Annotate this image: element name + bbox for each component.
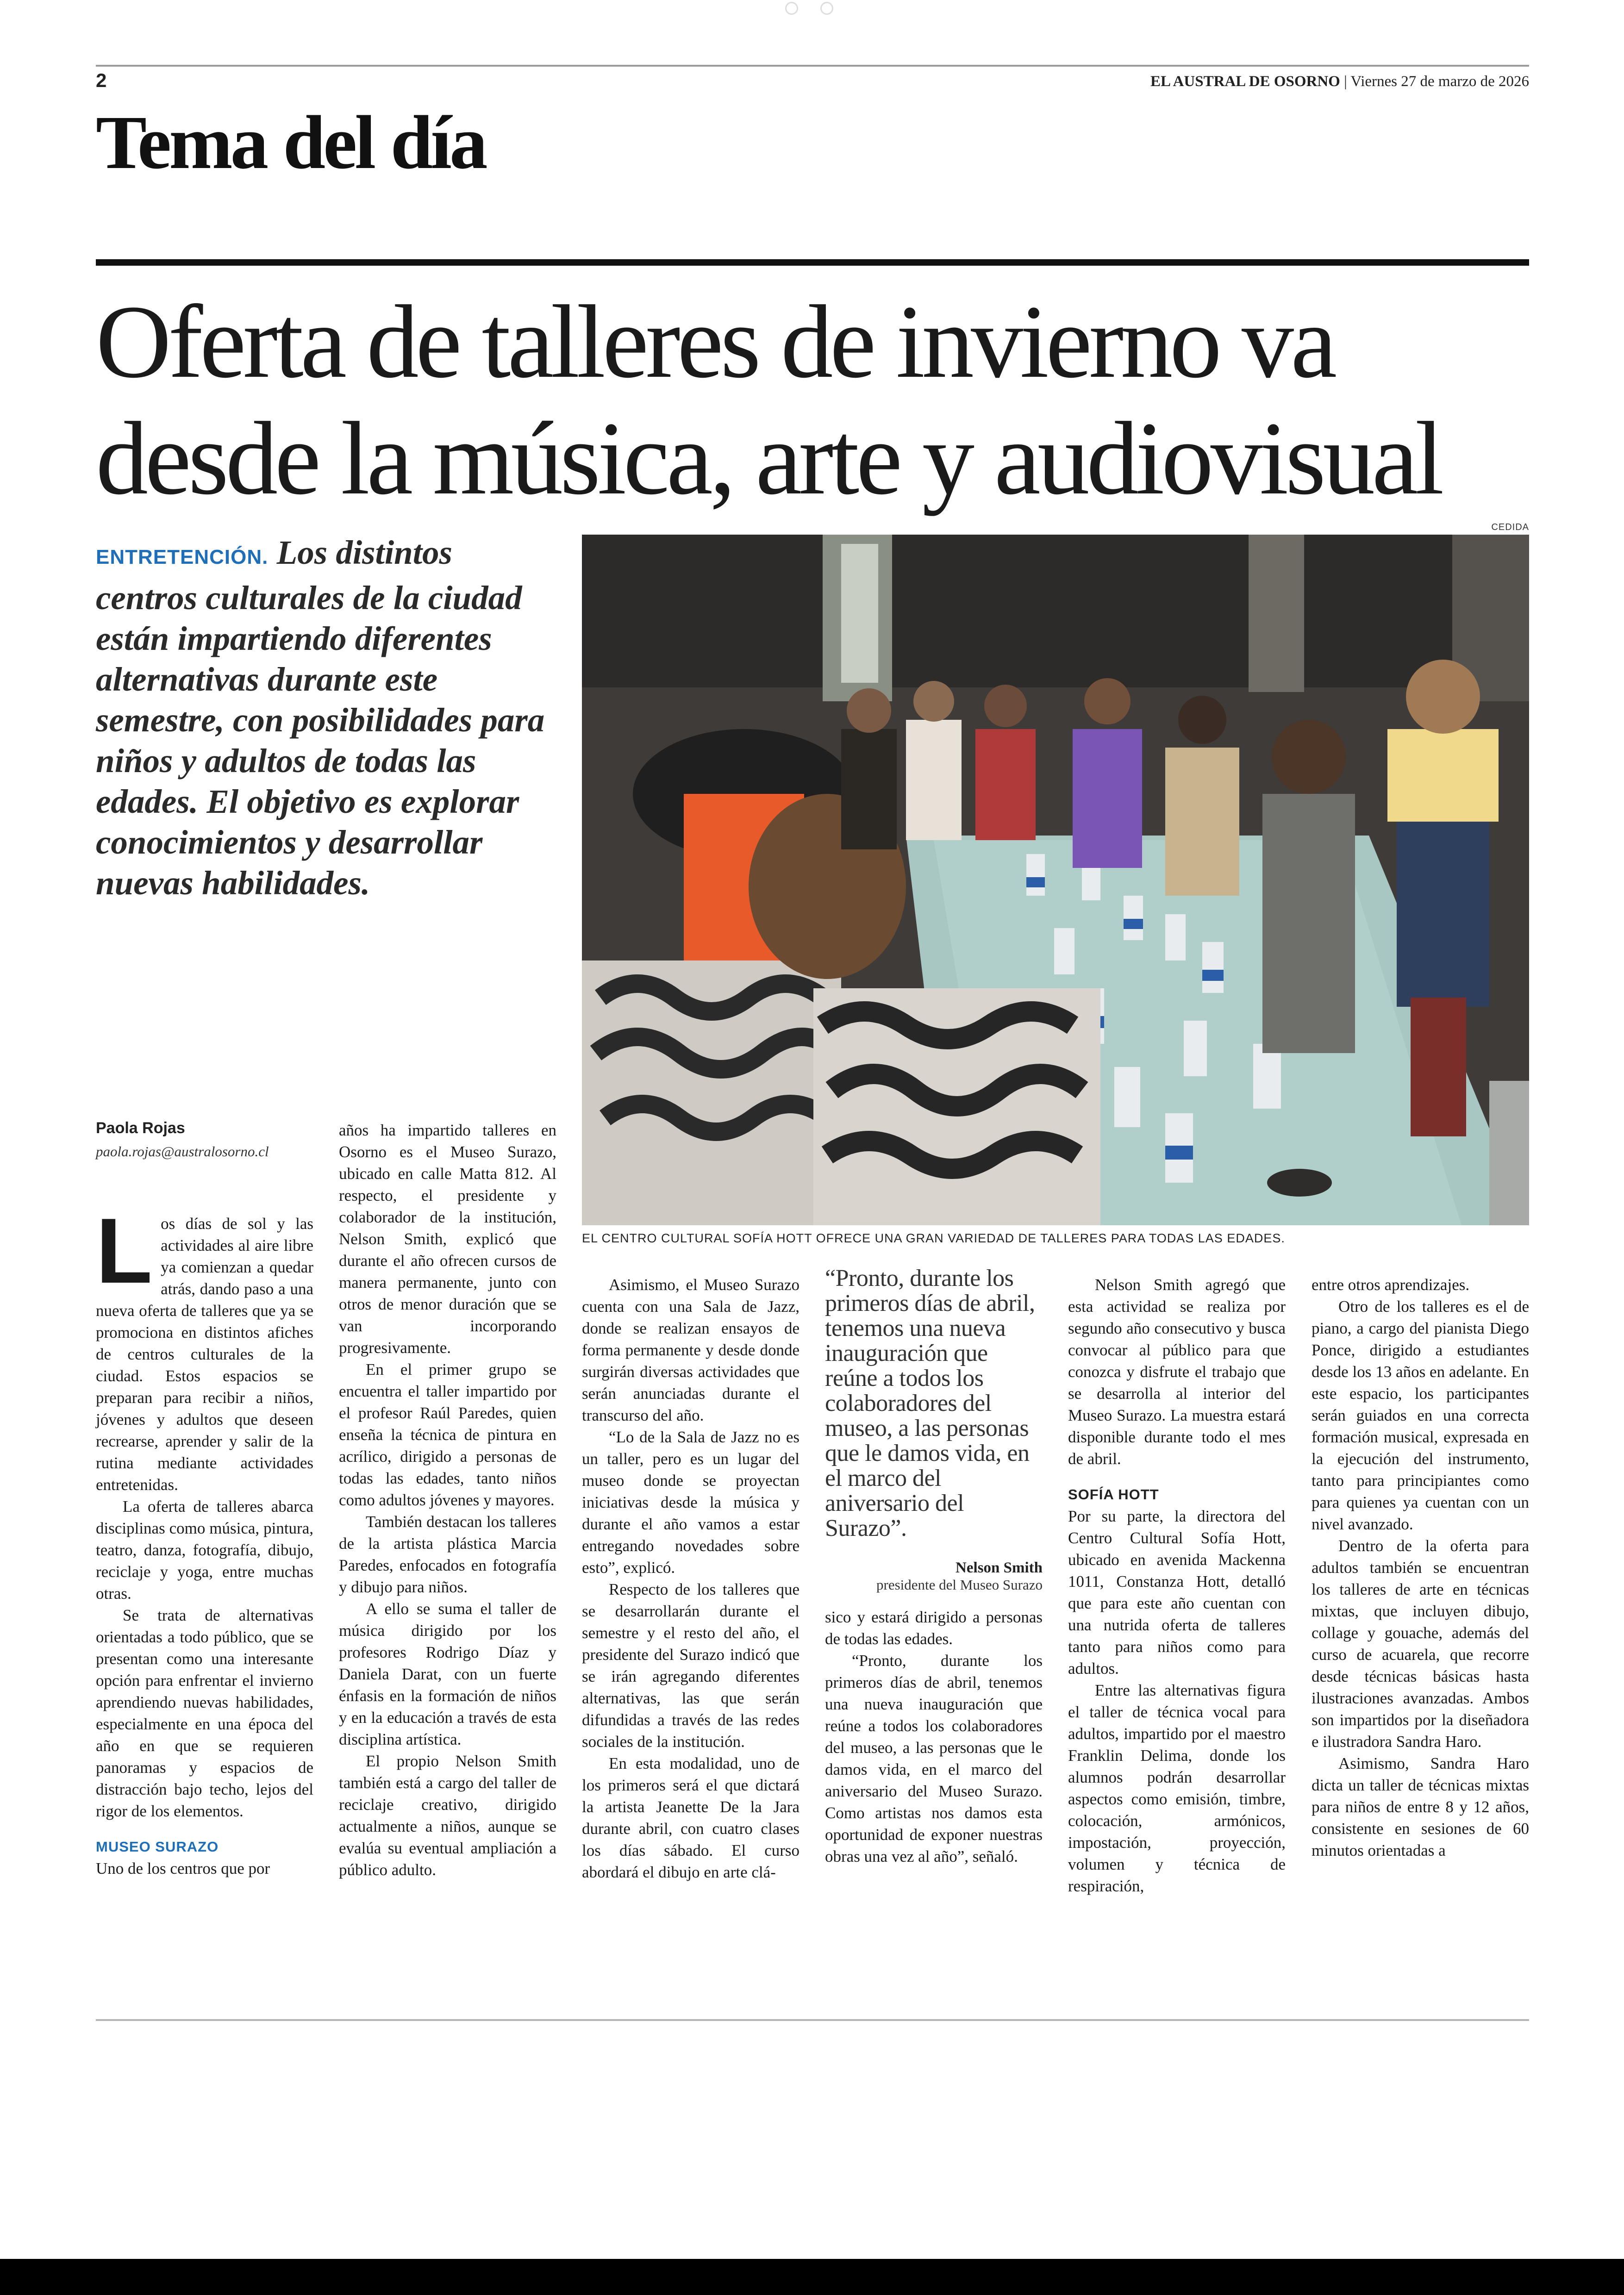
- body-paragraph: A ello se suma el taller de música dirigido por los profesores Rodrigo Díaz y Daniela Darat, con un fuerte énfasis en la formación de niños y en la educación a través de esta disciplina artística.: [339, 1600, 556, 1748]
- window-controls: [782, 0, 847, 14]
- footer-rule: [96, 2019, 1529, 2021]
- masthead-name: EL AUSTRAL DE OSORNO: [1150, 73, 1340, 90]
- column-5: [1068, 1274, 1286, 1897]
- column-3: [582, 1274, 800, 1883]
- subhead-sofia-hott: SOFÍA HOTT: [1068, 1486, 1159, 1503]
- pull-quote-text: “Pronto, durante los primeros días de abril, tenemos una nueva inauguración que reúne a todos los colaboradores del museo, a las personas que le damos vida, en el marco del aniversario del Surazo”.: [825, 1265, 1035, 1541]
- body-paragraph: También destacan los talleres de la artista plástica Marcia Paredes, enfocados en fotografía y dibujo para niños.: [339, 1513, 556, 1596]
- column-1: [96, 1125, 313, 1879]
- body-paragraph: En esta modalidad, uno de los primeros será el que dictará la artista Jeanette De la Jara durante abril, con cuatro clases los días sábado. El curso abordará el dibujo en arte clá-: [582, 1754, 800, 1881]
- photo-caption: EL CENTRO CULTURAL SOFÍA HOTT OFRECE UNA GRAN VARIEDAD DE TALLERES PARA TODAS LAS EDADES.: [582, 1231, 1285, 1245]
- section-title: Tema del día: [96, 100, 486, 185]
- lead-text: Los distintos centros culturales de la ciudad están impartiendo diferentes alternativas durante este semestre, con posibilidades para niños y adultos de todas las edades. El objetivo es explorar conocimientos y desarrollar nuevas habilidades.: [96, 534, 545, 902]
- body-paragraph: “Lo de la Sala de Jazz no es un taller, pero es un lugar del museo donde se proyectan iniciativas desde la música y durante el año vamos a estar entregando novedades sobre esto”, explicó.: [582, 1428, 800, 1577]
- author-name: Paola Rojas: [96, 1119, 185, 1137]
- header-rule: [96, 65, 1529, 67]
- column-4: [825, 1606, 1043, 1867]
- column-2: [339, 1119, 556, 1881]
- body-paragraph: Uno de los centros que por: [96, 1859, 270, 1877]
- article-photo: [582, 535, 1529, 1225]
- pull-quote-role: presidente del Museo Surazo: [876, 1577, 1043, 1593]
- body-paragraph: Dentro de la oferta para adultos también se encuentran los talleres de arte en técnicas mixtas, que incluyen dibujo, collage y gouache, además del curso de acuarela, que recorre desde técnicas básicas hasta ilustraciones avanzadas. Ambos son impartidos por la diseñadora e ilustradora Sandra Haro.: [1312, 1537, 1529, 1751]
- subhead-museo-surazo: MUSEO SURAZO: [96, 1839, 219, 1855]
- circle-icon: [785, 2, 798, 15]
- headline: Oferta de talleres de invierno va desde la música, arte y audiovisual: [96, 284, 1441, 516]
- photo-illustration: [582, 535, 1529, 1225]
- body-paragraph: entre otros aprendizajes.: [1312, 1276, 1470, 1294]
- photo-credit: CEDIDA: [1491, 522, 1529, 532]
- body-paragraph: Asimismo, el Museo Surazo cuenta con una Sala de Jazz, donde se realizan ensayos de forma permanente y desde donde surgirán diversas actividades que serán anunciadas durante el transcurso del año.: [582, 1276, 800, 1424]
- body-paragraph: Entre las alternativas figura el taller de técnica vocal para adultos, impartido por el maestro Franklin Delima, donde los alumnos podrán desarrollar aspectos como emisión, timbre, colocación, armónicos, impostación, proyección, volumen y técnica de respiración,: [1068, 1681, 1286, 1895]
- author-email: paola.rojas@australosorno.cl: [96, 1143, 269, 1160]
- column-6: [1312, 1274, 1529, 1861]
- body-paragraph: El propio Nelson Smith también está a cargo del taller de reciclaje creativo, dirigido actualmente a niños, aunque se evalúa su eventual ampliación a público adulto.: [339, 1752, 556, 1879]
- body-paragraph: sico y estará dirigido a personas de todas las edades.: [825, 1608, 1043, 1648]
- body-paragraph: Los días de sol y las actividades al aire libre ya comienzan a quedar atrás, dando paso a una nueva oferta de talleres que ya se promociona en distintos afiches de centros culturales de la ciudad. Estos espacios se preparan para recibir a niños, jóvenes y adultos que deseen recrearse, aprender y salir de la rutina mediante actividades entretenidas.: [96, 1199, 313, 1494]
- body-paragraph: Asimismo, Sandra Haro dicta un taller de técnicas mixtas para niños de entre 8 y 12 años, consistente en sesiones de 60 minutos orientadas a: [1312, 1754, 1529, 1859]
- kicker: ENTRETENCIÓN.: [96, 546, 269, 568]
- headline-rule: [96, 259, 1529, 266]
- body-paragraph: Se trata de alternativas orientadas a todo público, que se presentan como una interesante opción para enfrentar el invierno aprendiendo nuevas habilidades, especialmente en una época del año en que se requieren panoramas y espacios de distracción bajo techo, lejos del rigor de los elementos.: [96, 1606, 313, 1820]
- body-paragraph: En el primer grupo se encuentra el taller impartido por el profesor Raúl Paredes, quien enseña la técnica de pintura en acrílico, dirigido a personas de todas las edades, tanto niños como adultos jóvenes y mayores.: [339, 1360, 556, 1509]
- body-paragraph: “Pronto, durante los primeros días de abril, tenemos una nueva inauguración que reúne a todos los colaboradores del museo, a las personas que le damos vida, en el marco del aniversario del Museo Surazo. Como artistas nos damos esta oportunidad de exponer nuestras obras una vez al año”, señaló.: [825, 1652, 1043, 1865]
- bottom-bar: [0, 2259, 1624, 2295]
- body-paragraph: La oferta de talleres abarca disciplinas como música, pintura, teatro, danza, fotografía, dibujo, reciclaje y yoga, entre muchas otras.: [96, 1497, 313, 1603]
- body-paragraph: Otro de los talleres es el de piano, a cargo del pianista Diego Ponce, dirigido a estudiantes desde los 13 años en adelante. En este espacio, los participantes serán guiados en una correcta formación musical, expresada en la ejecución del instrumento, tanto para principiantes como para quienes ya cuentan con un nivel avanzado.: [1312, 1297, 1529, 1533]
- page-number: 2: [96, 69, 107, 91]
- lead-paragraph: [96, 532, 559, 904]
- body-paragraph: Respecto de los talleres que se desarrollarán durante el semestre y el resto del año, el presidente del Surazo indicó que se irán agregando diferentes alternativas, las que serán difundidas a través de las redes sociales de la institución.: [582, 1580, 800, 1751]
- masthead-date: Viernes 27 de marzo de 2026: [1350, 73, 1529, 90]
- body-paragraph: Nelson Smith agregó que esta actividad se realiza por segundo año consecutivo y busca convocar al público para que conozca y disfrute el trabajo que se desarrolla al interior del Museo Surazo. La muestra estará disponible durante todo el mes de abril.: [1068, 1276, 1286, 1468]
- circle-icon: [820, 2, 833, 15]
- pull-quote: [825, 1266, 1043, 1593]
- body-paragraph: años ha impartido talleres en Osorno es el Museo Surazo, ubicado en calle Matta 812. Al respecto, el presidente y colaborador de la institución, Nelson Smith, explicó que durante el año ofrecen cursos de manera permanente, junto con otros de menor duración que se van incorporando progresivamente.: [339, 1121, 556, 1357]
- body-paragraph: Por su parte, la directora del Centro Cultural Sofía Hott, ubicado en avenida Mackenna 1011, Constanza Hott, detalló que para este año cuentan con una nutrida oferta de talleres tanto para niños como para adultos.: [1068, 1507, 1286, 1678]
- pull-quote-name: Nelson Smith: [956, 1559, 1043, 1576]
- masthead: EL AUSTRAL DE OSORNO | Viernes 27 de marzo de 2026: [1150, 73, 1529, 90]
